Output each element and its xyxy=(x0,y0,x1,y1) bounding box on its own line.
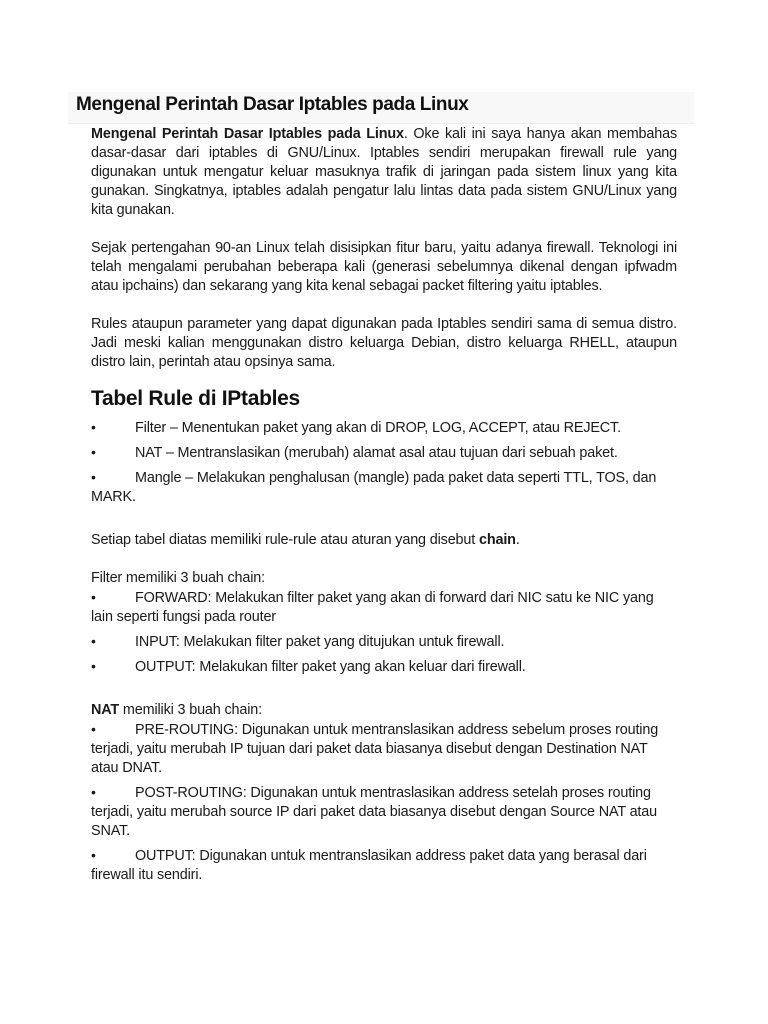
list-item-text: Mangle – Melakukan penghalusan (mangle) pada paket data seperti TTL, TOS, dan MARK. xyxy=(91,470,657,505)
intro-lead-rest: . Oke kali ini saya hanya akan membahas dasar-dasar dari iptables di GNU/Linux. Iptables sendiri merupakan firewall rule yang digunakan untuk mengatur keluar masuknya trafik di jaringan pada sistem linux yang kita gunakan. Singkatnya, iptables adalah pengatur lalu lintas data pada sistem GNU/Linux yang kita gunakan. xyxy=(91,126,678,218)
history-paragraph: Sejak pertengahan 90-an Linux telah disisipkan fitur baru, yaitu adanya firewall. Teknologi ini telah mengalami perubahan beberapa kali (generasi sebelumnya dikenal dengan ipfwadm atau ipchains) dan sekarang yang kita kenal sebagai packet filtering yaitu iptables. xyxy=(91,240,677,294)
list-item-text: Filter – Menentukan paket yang akan di DROP, LOG, ACCEPT, atau REJECT. xyxy=(135,420,621,436)
bullet-icon: • xyxy=(91,469,96,485)
list-item xyxy=(91,632,677,652)
chain-note-bold: chain xyxy=(478,532,516,548)
list-item-text: OUTPUT: Digunakan untuk mentranslasikan address paket data yang berasal dari firewall itu sendiri. xyxy=(91,848,647,883)
tables-bullet-list xyxy=(91,418,677,507)
bullet-icon: • xyxy=(91,658,96,674)
nat-bullet-list xyxy=(91,720,677,885)
list-item-text: INPUT: Melakukan filter paket yang ditujukan untuk firewall. xyxy=(135,634,505,650)
bullet-icon: • xyxy=(91,784,96,800)
filter-intro: Filter memiliki 3 buah chain: xyxy=(91,570,266,586)
list-item xyxy=(91,468,677,507)
intro-lead-bold: Mengenal Perintah Dasar Iptables pada Linux xyxy=(91,126,404,142)
article-body xyxy=(91,125,677,890)
chain-note-suffix: . xyxy=(515,532,520,548)
list-item-text: OUTPUT: Melakukan filter paket yang akan keluar dari firewall. xyxy=(135,659,526,675)
intro-paragraph xyxy=(91,125,677,220)
list-item xyxy=(91,720,677,778)
bullet-icon: • xyxy=(91,633,96,649)
bullet-icon: • xyxy=(91,589,96,605)
nat-intro xyxy=(91,701,677,720)
page-title: Mengenal Perintah Dasar Iptables pada Linux xyxy=(76,94,469,115)
list-item xyxy=(91,418,677,438)
list-item xyxy=(91,846,677,885)
nat-intro-bold: NAT xyxy=(91,702,120,718)
bullet-icon: • xyxy=(91,419,96,435)
list-item xyxy=(91,443,677,463)
title-bar xyxy=(68,92,694,124)
bullet-icon: • xyxy=(91,721,96,737)
bullet-icon: • xyxy=(91,847,96,863)
chain-note-prefix: Setiap tabel diatas memiliki rule-rule atau aturan yang disebut xyxy=(91,532,479,548)
rules-paragraph: Rules ataupun parameter yang dapat digunakan pada Iptables sendiri sama di semua distro. Jadi meski kalian menggunakan distro keluarga Debian, distro keluarga RHELL, ataupun distro lain, perintah atau opsinya sama. xyxy=(91,316,677,370)
nat-intro-rest: memiliki 3 buah chain: xyxy=(119,702,262,718)
list-item xyxy=(91,783,677,841)
list-item xyxy=(91,657,677,677)
list-item-text: PRE-ROUTING: Digunakan untuk mentranslasikan address sebelum proses routing terjadi, yaitu merubah IP tujuan dari paket data biasanya disebut dengan Destination NAT atau DNAT. xyxy=(91,722,659,776)
list-item xyxy=(91,588,677,627)
list-item-text: POST-ROUTING: Digunakan untuk mentraslasikan address setelah proses routing terjadi, yaitu merubah source IP dari paket data biasanya disebut dengan Source NAT atau SNAT. xyxy=(91,785,657,839)
chain-note xyxy=(91,531,677,550)
filter-bullet-list xyxy=(91,588,677,677)
section-heading-tables: Tabel Rule di IPtables xyxy=(91,387,300,410)
list-item-text: NAT – Mentranslasikan (merubah) alamat asal atau tujuan dari sebuah paket. xyxy=(135,445,618,461)
bullet-icon: • xyxy=(91,444,96,460)
list-item-text: FORWARD: Melakukan filter paket yang akan di forward dari NIC satu ke NIC yang lain seperti fungsi pada router xyxy=(91,590,654,625)
